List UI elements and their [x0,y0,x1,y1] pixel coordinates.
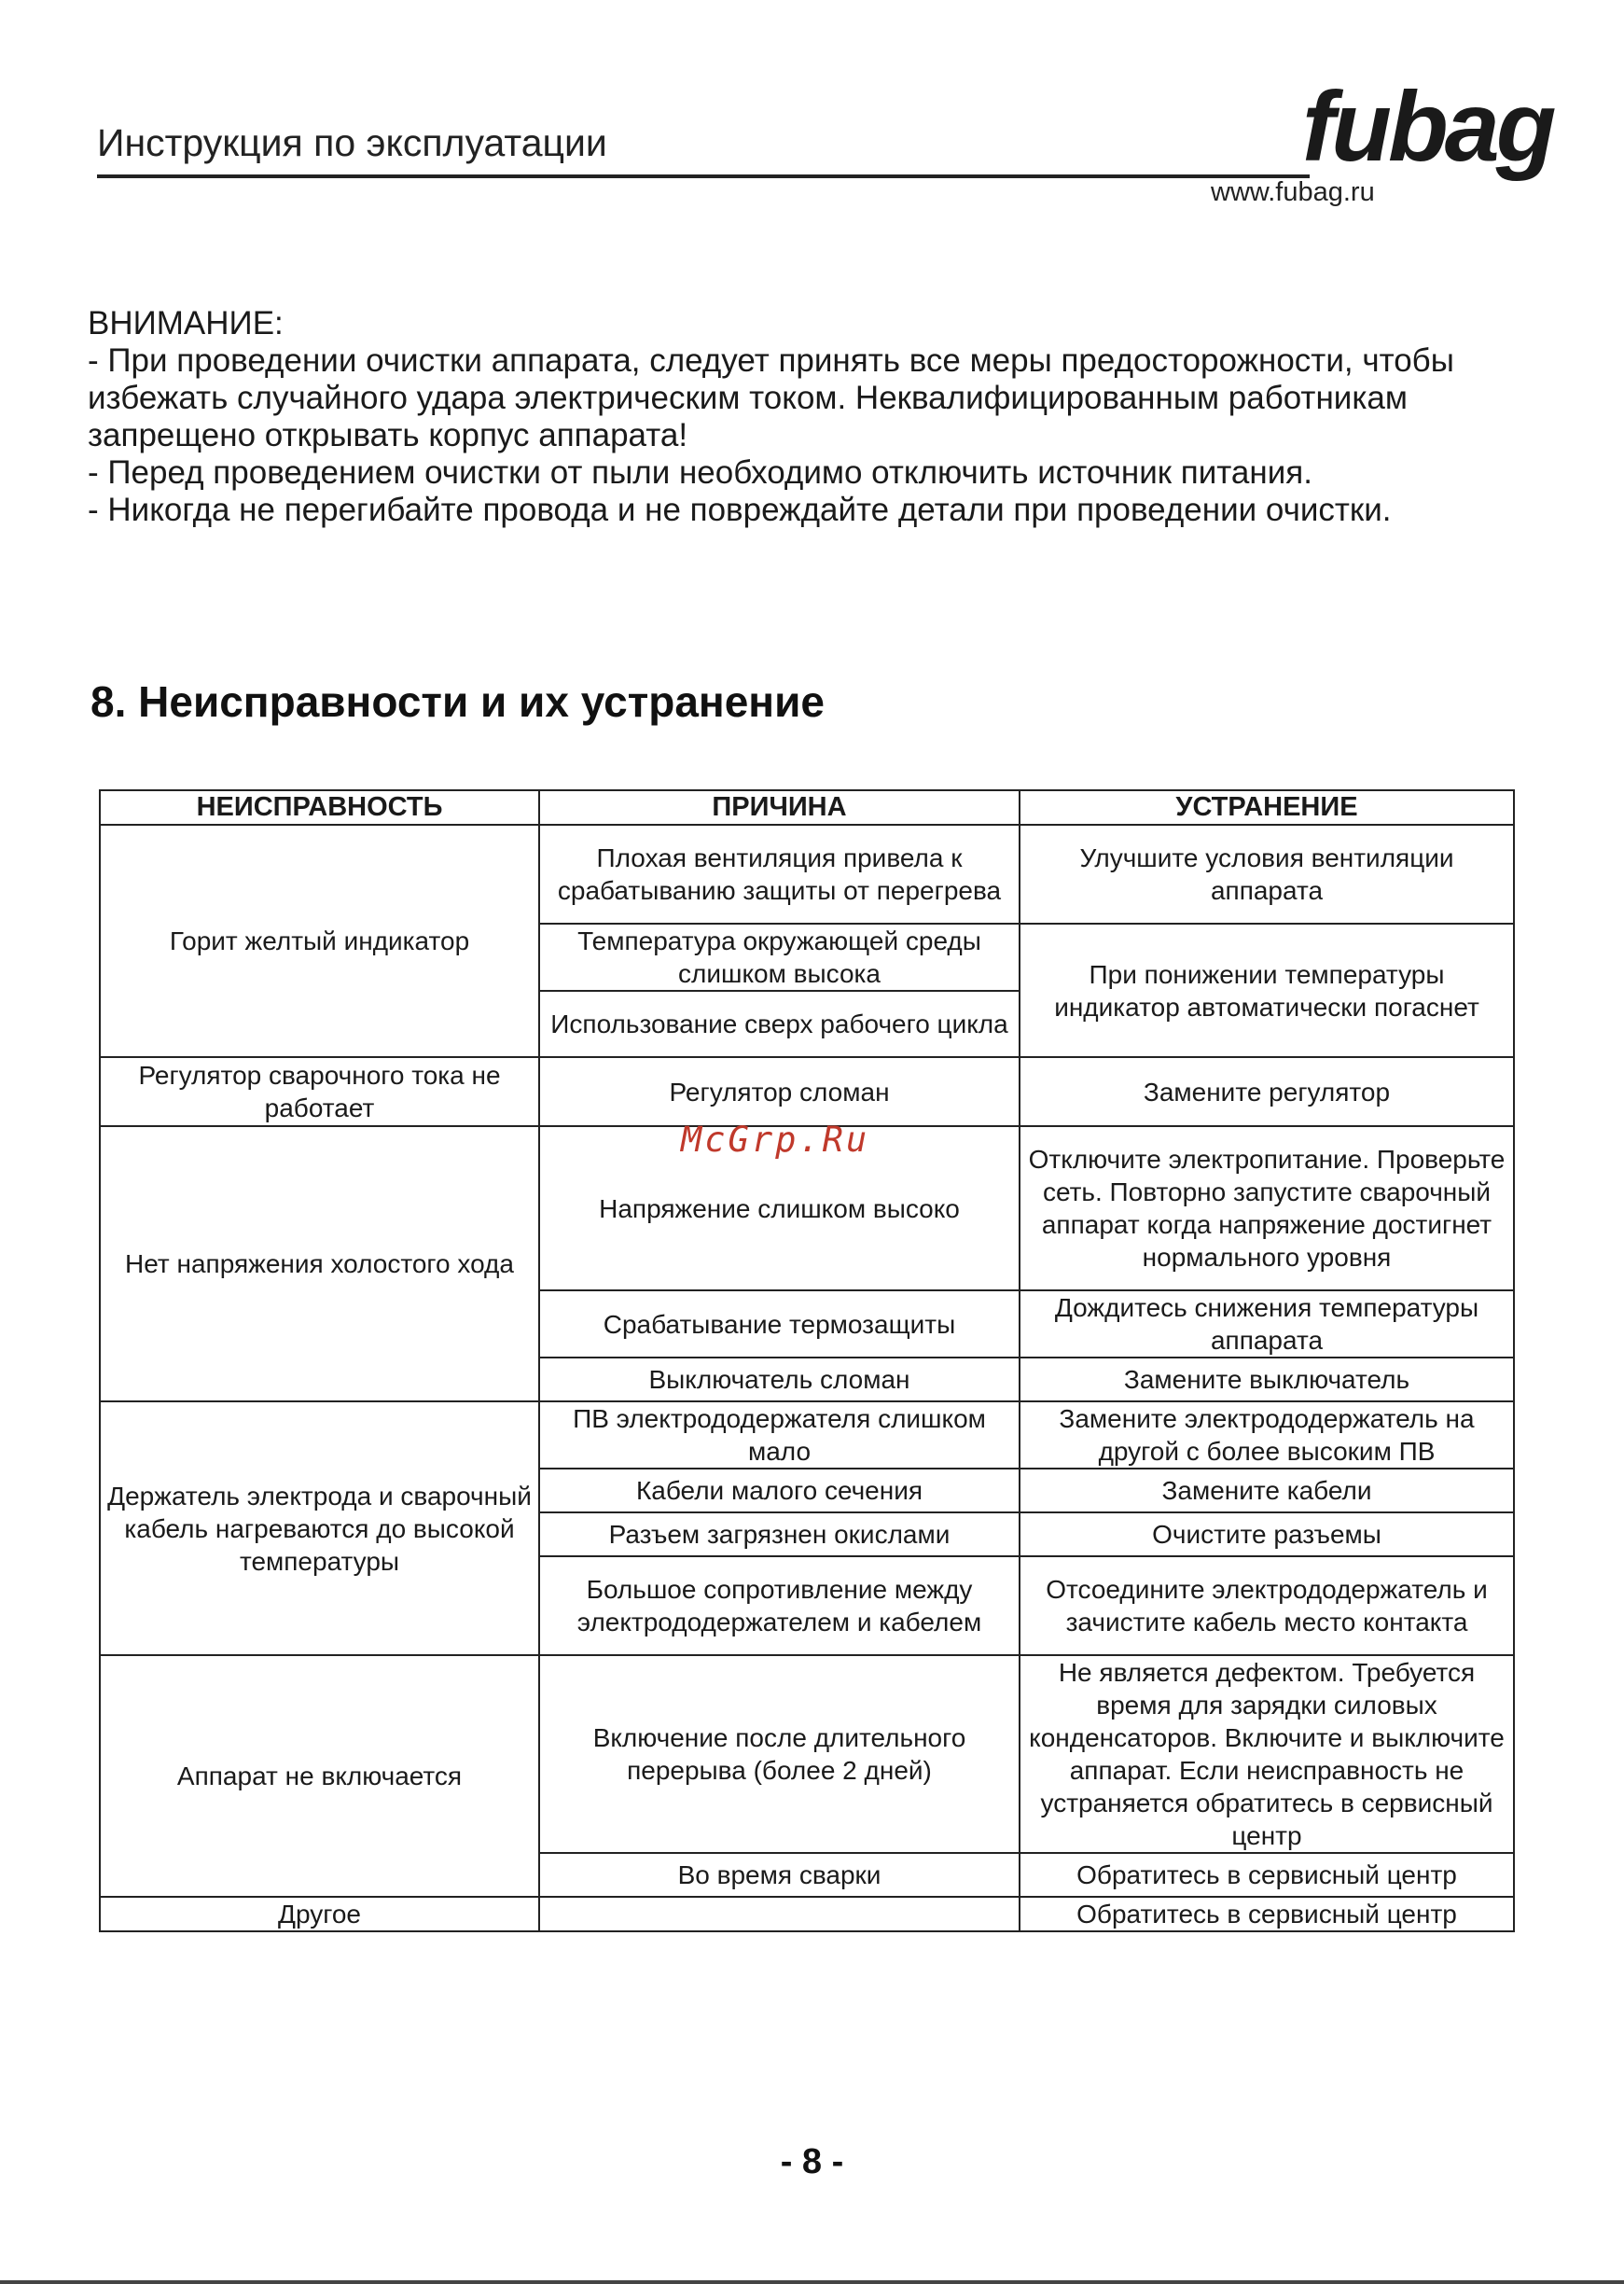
cause-cell [539,1897,1020,1931]
cause-cell: Разъем загрязнен окислами [539,1512,1020,1556]
cause-cell: Температура окружающей среды слишком высока [539,924,1020,991]
warning-line: - Никогда не перегибайте провода и не повреждайте детали при проведении очистки. [88,492,1392,528]
remedy-cell: Улучшите условия вентиляции аппарата [1020,825,1514,924]
remedy-cell: Замените выключатель [1020,1358,1514,1401]
cause-cell: Включение после длительного перерыва (более 2 дней) [539,1655,1020,1853]
warning-line: - Перед проведением очистки от пыли необходимо отключить источник питания. [88,454,1312,491]
remedy-cell: Замените электрододержатель на другой с более высоким ПВ [1020,1401,1514,1469]
header-rule [97,174,1310,178]
fault-cell: Другое [100,1897,539,1931]
document-title: Инструкция по эксплуатации [97,121,607,164]
cause-cell: Выключатель сломан [539,1358,1020,1401]
troubleshooting-table [99,789,1515,1932]
remedy-cell: Замените регулятор [1020,1057,1514,1126]
remedy-cell: Замените кабели [1020,1469,1514,1512]
header-fault: НЕИСПРАВНОСТЬ [100,790,539,825]
cause-cell: Регулятор сломан [539,1057,1020,1126]
cause-cell: Большое сопротивление между электрододержателем и кабелем [539,1556,1020,1655]
header-cause: ПРИЧИНА [539,790,1020,825]
section-title: 8. Неисправности и их устранение [90,677,825,726]
site-url[interactable]: www.fubag.ru [1211,177,1375,207]
cause-cell: Во время сварки [539,1853,1020,1897]
cause-cell: Плохая вентиляция привела к срабатыванию защиты от перегрева [539,825,1020,924]
table-row [100,825,1514,924]
warning-block [88,305,1543,529]
cause-cell: Кабели малого сечения [539,1469,1020,1512]
cause-cell: Срабатывание термозащиты [539,1290,1020,1358]
warning-line: - При проведении очистки аппарата, следует принять все меры предосторожности, чтобы [88,342,1454,379]
table-row [100,1057,1514,1126]
table-row [100,1401,1514,1469]
remedy-cell: Не является дефектом. Требуется время для зарядки силовых конденсаторов. Включите и выключите аппарат. Если неисправность не устраняется обратитесь в сервисный центр [1020,1655,1514,1853]
remedy-cell: При понижении температуры индикатор автоматически погаснет [1020,924,1514,1057]
cause-cell: Использование сверх рабочего цикла [539,991,1020,1057]
page-number: - 8 - [780,2142,844,2181]
remedy-cell: Отсоедините электрододержатель и зачистите кабель место контакта [1020,1556,1514,1655]
fault-cell: Держатель электрода и сварочный кабель нагреваются до высокой температуры [100,1401,539,1655]
fault-cell: Аппарат не включается [100,1655,539,1897]
warning-line: запрещено открывать корпус аппарата! [88,417,688,453]
warning-heading: ВНИМАНИЕ: [88,305,284,341]
cause-cell: Напряжение слишком высоко [539,1126,1020,1290]
remedy-cell: Обратитесь в сервисный центр [1020,1897,1514,1931]
fault-cell: Нет напряжения холостого хода [100,1126,539,1401]
remedy-cell: Очистите разъемы [1020,1512,1514,1556]
header-remedy: УСТРАНЕНИЕ [1020,790,1514,825]
table-row [100,1655,1514,1853]
table-row [100,1897,1514,1931]
fault-cell: Горит желтый индикатор [100,825,539,1057]
remedy-cell: Обратитесь в сервисный центр [1020,1853,1514,1897]
bottom-rule [0,2280,1624,2284]
fubag-logo [1298,72,1553,191]
fault-cell: Регулятор сварочного тока не работает [100,1057,539,1126]
remedy-cell: Отключите электропитание. Проверьте сеть. Повторно запустите сварочный аппарат когда напряжение достигнет нормального уровня [1020,1126,1514,1290]
watermark: McGrp.Ru [681,1120,870,1160]
fubag-logo-text: fubag [1302,72,1553,182]
warning-line: избежать случайного удара электрическим током. Неквалифицированным работникам [88,380,1408,416]
cause-cell: ПВ электрододержателя слишком мало [539,1401,1020,1469]
table-header-row [100,790,1514,825]
remedy-cell: Дождитесь снижения температуры аппарата [1020,1290,1514,1358]
